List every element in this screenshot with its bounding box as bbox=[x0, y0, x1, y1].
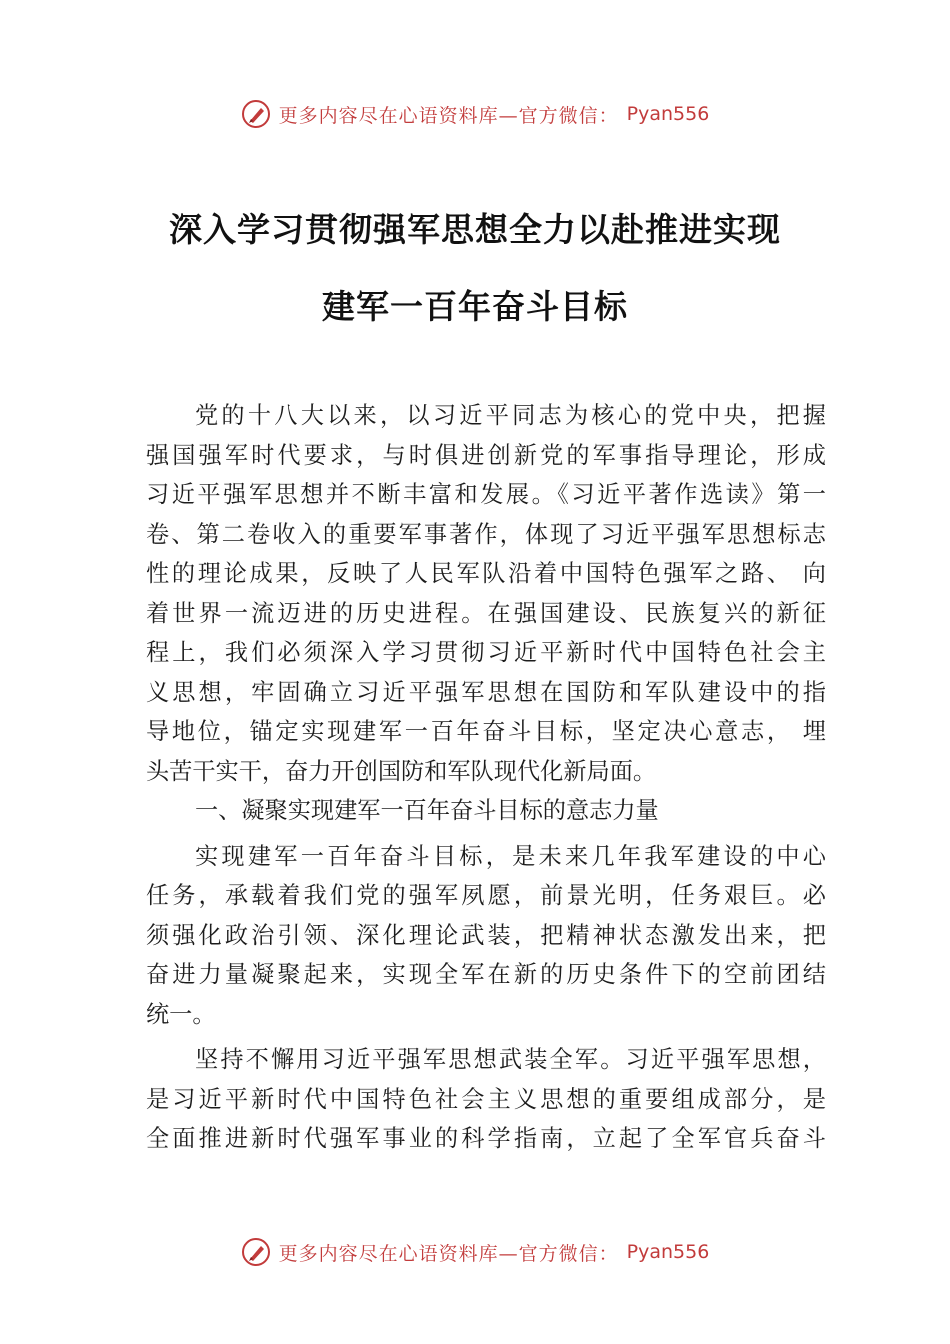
paragraph-line: 实现建军一百年奋斗目标，是未来几年我军建设的中心 bbox=[195, 842, 826, 870]
document-body bbox=[146, 396, 826, 1159]
paragraph-line: 习近平强军思想并不断丰富和发展。《习近平著作选读》第一 bbox=[146, 481, 826, 508]
watermark-wechat-id: Pyan556 bbox=[626, 103, 710, 125]
paragraph-line: 任务，承载着我们党的强军夙愿，前景光明，任务艰巨。必 bbox=[146, 882, 826, 909]
paragraph-line: 党的十八大以来，以习近平同志为核心的党中央，把握 bbox=[195, 402, 826, 429]
paragraph-line: 强国强军时代要求，与时俱进创新党的军事指导理论，形成 bbox=[146, 441, 826, 469]
document-title-line-2: 建军一百年奋斗目标 bbox=[322, 287, 628, 326]
paragraph-1 bbox=[146, 396, 826, 791]
paragraph-3 bbox=[146, 1040, 826, 1159]
paragraph-line: 义思想，牢固确立习近平强军思想在国防和军队建设中的指 bbox=[146, 678, 826, 706]
watermark-text: 更多内容尽在心语资料库—官方微信： bbox=[278, 104, 619, 127]
paragraph-line: 是习近平新时代中国特色社会主义思想的重要组成部分，是 bbox=[146, 1085, 826, 1113]
paragraph-line: 奋进力量凝聚起来，实现全军在新的历史条件下的空前团结 bbox=[146, 961, 826, 988]
watermark-text: 更多内容尽在心语资料库—官方微信： bbox=[278, 1242, 619, 1265]
paragraph-line: 须强化政治引领、深化理论武装，把精神状态激发出来，把 bbox=[146, 921, 826, 949]
paragraph-line: 着世界一流迈进的历史进程。在强国建设、民族复兴的新征 bbox=[146, 599, 826, 627]
paragraph-line: 全面推进新时代强军事业的科学指南，立起了全军官兵奋斗 bbox=[146, 1125, 826, 1152]
paragraph-line: 卷、第二卷收入的重要军事著作，体现了习近平强军思想标志 bbox=[146, 520, 826, 548]
paragraph-line: 统一。 bbox=[146, 1000, 216, 1028]
section-heading-1: 一、凝聚实现建军一百年奋斗目标的意志力量 bbox=[195, 797, 659, 824]
paragraph-line: 坚持不懈用习近平强军思想武装全军。习近平强军思想， bbox=[195, 1046, 826, 1073]
paragraph-line: 程上，我们必须深入学习贯彻习近平新时代中国特色社会主 bbox=[146, 639, 826, 666]
watermark-footer bbox=[0, 1232, 950, 1272]
pen-logo-icon bbox=[241, 99, 271, 129]
document-title-line-1: 深入学习贯彻强军思想全力以赴推进实现 bbox=[169, 210, 781, 249]
paragraph-line: 性的理论成果，反映了人民军队沿着中国特色强军之路、 向 bbox=[146, 560, 826, 587]
watermark-header bbox=[0, 94, 950, 134]
pen-logo-icon bbox=[241, 1237, 271, 1267]
paragraph-2 bbox=[146, 837, 826, 1035]
paragraph-line: 导地位，锚定实现建军一百年奋斗目标，坚定决心意志， 埋 bbox=[146, 718, 826, 745]
watermark-wechat-id: Pyan556 bbox=[626, 1241, 710, 1263]
paragraph-line: 头苦干实干，奋力开创国防和军队现代化新局面。 bbox=[146, 757, 657, 785]
